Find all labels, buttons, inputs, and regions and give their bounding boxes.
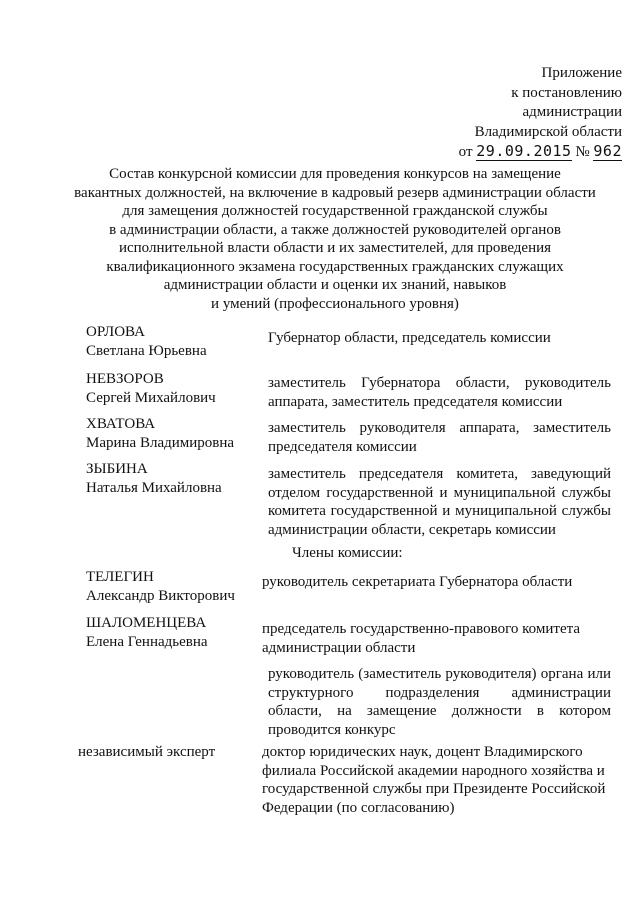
decree-dateline: [459, 142, 622, 163]
number-prefix: №: [575, 144, 590, 160]
person-surname: ХВАТОВА: [86, 416, 156, 432]
person-name: [86, 370, 261, 407]
person-role: руководитель секретариата Губернатора области: [262, 574, 573, 590]
person-given-names: Наталья Михайловна: [86, 479, 222, 496]
person-name: [86, 415, 261, 452]
title-line: в администрации области, а также должностей руководителей органов: [109, 221, 561, 238]
person-surname: ШАЛОМЕНЦЕВА: [86, 615, 207, 631]
appendix-line: Владимирской области: [474, 123, 622, 140]
person-role: заместитель председателя комитета, заведующий отделом государственной и муниципальной службы комитета государственной и муниципальной службы администрации области, секретарь комиссии: [268, 466, 611, 538]
title-line: квалификационного экзамена государственных гражданских служащих: [106, 258, 564, 275]
title-line: исполнительной власти области и их заместителей, для проведения: [118, 240, 552, 256]
appendix-line: Приложение: [541, 65, 622, 81]
date-prefix: от: [458, 144, 473, 160]
members-heading: Члены комиссии:: [292, 545, 403, 561]
appendix-header: [459, 64, 622, 163]
title-line: для замещения должностей государственной гражданской службы: [122, 203, 548, 219]
decree-date: 29.09.2015: [476, 142, 572, 160]
person-surname: ОРЛОВА: [86, 324, 145, 340]
person-name: [86, 460, 261, 497]
person-surname: ЗЫБИНА: [86, 461, 148, 477]
person-name: [86, 568, 261, 605]
person-given-names: Александр Викторович: [86, 587, 235, 604]
title-line: и умений (профессионального уровня): [211, 295, 459, 312]
person-given-names: Марина Владимировна: [86, 434, 235, 451]
person-name: [86, 323, 261, 360]
person-surname: НЕВЗОРОВ: [86, 371, 164, 387]
person-given-names: Елена Геннадьевна: [86, 633, 208, 650]
title-line: Состав конкурсной комиссии для проведения конкурсов на замещение: [109, 166, 561, 182]
expert-role: доктор юридических наук, доцент Владимирского филиала Российской академии народного хозяйства и государственной службы при Президенте Российской Федерации (по согласованию): [262, 744, 606, 816]
person-role: заместитель руководителя аппарата, заместитель председателя комиссии: [268, 420, 611, 455]
decree-number: 962: [593, 142, 622, 160]
person-surname: ТЕЛЕГИН: [86, 569, 154, 585]
person-role: председатель государственно-правового комитета администрации области: [262, 621, 581, 656]
title-line: вакантных должностей, на включение в кадровый резерв администрации области: [74, 184, 596, 201]
title-line: администрации области и оценки их знаний, навыков: [163, 277, 507, 293]
person-given-names: Светлана Юрьевна: [86, 342, 207, 359]
person-role: заместитель Губернатора области, руководитель аппарата, заместитель председателя комиссии: [268, 375, 611, 410]
document-title: [70, 165, 600, 313]
person-given-names: Сергей Михайлович: [86, 389, 216, 406]
appendix-line: администрации: [522, 104, 622, 120]
expert-label: независимый эксперт: [78, 744, 216, 760]
person-name: [86, 614, 261, 651]
person-role: руководитель (заместитель руководителя) органа или структурного подразделения администрации области, на замещение должности в котором проводится конкурс: [268, 666, 611, 738]
appendix-line: к постановлению: [511, 84, 622, 101]
person-role: Губернатор области, председатель комиссии: [268, 330, 551, 346]
